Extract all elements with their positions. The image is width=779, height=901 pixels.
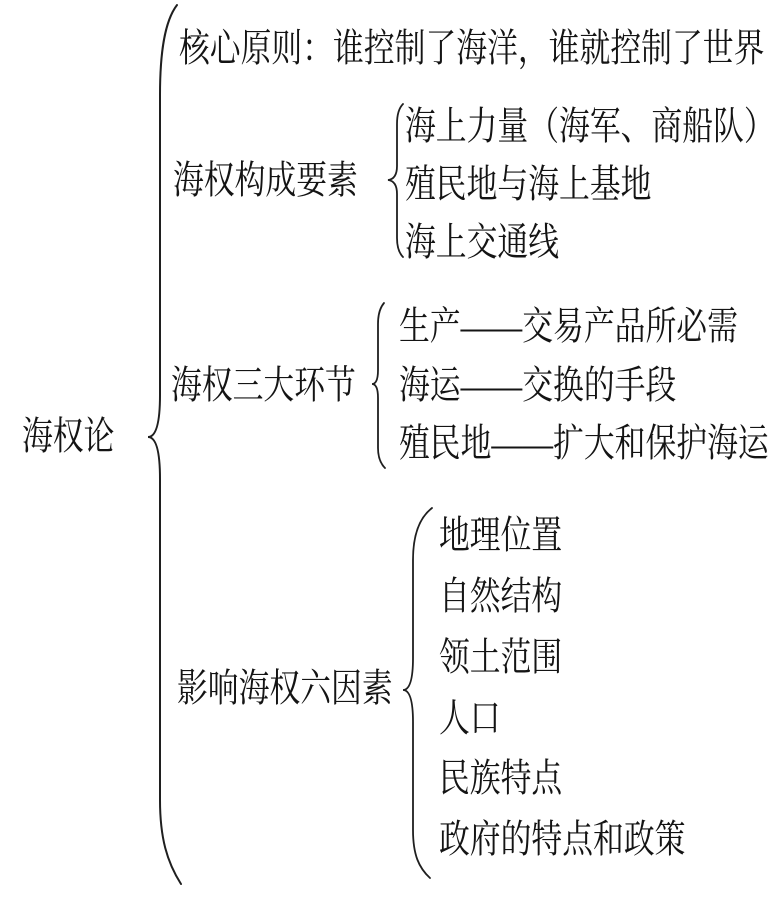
factor-item-extent-of-territory: 领土范围: [439, 636, 563, 680]
component-item-sea-forces: 海上力量（海军、商船队）: [405, 105, 775, 149]
factor-item-national-character: 民族特点: [439, 757, 563, 801]
component-item-sea-lanes: 海上交通线: [405, 221, 560, 265]
link-item-colonies: 殖民地——扩大和保护海运: [399, 422, 769, 466]
branch-label-three-links: 海权三大环节: [171, 364, 356, 408]
core-principle-text: 核心原则：谁控制了海洋，谁就控制了世界: [179, 27, 765, 71]
root-label: 海权论: [22, 415, 115, 459]
factor-item-geographic-position: 地理位置: [439, 514, 563, 558]
components-brace-icon: [388, 104, 403, 257]
factors-brace-icon: [403, 508, 432, 878]
factor-item-government-character-policy: 政府的特点和政策: [439, 818, 686, 862]
branch-label-components: 海权构成要素: [173, 159, 358, 203]
link-item-shipping: 海运——交换的手段: [399, 364, 677, 408]
factor-item-physical-conformation: 自然结构: [439, 575, 563, 619]
branch-label-six-factors: 影响海权六因素: [177, 667, 393, 711]
links-brace-icon: [372, 303, 385, 468]
root-brace-icon: [148, 5, 181, 884]
link-item-production: 生产——交易产品所必需: [399, 305, 738, 349]
component-item-colonies-bases: 殖民地与海上基地: [405, 163, 652, 207]
factor-item-population: 人口: [439, 697, 501, 741]
